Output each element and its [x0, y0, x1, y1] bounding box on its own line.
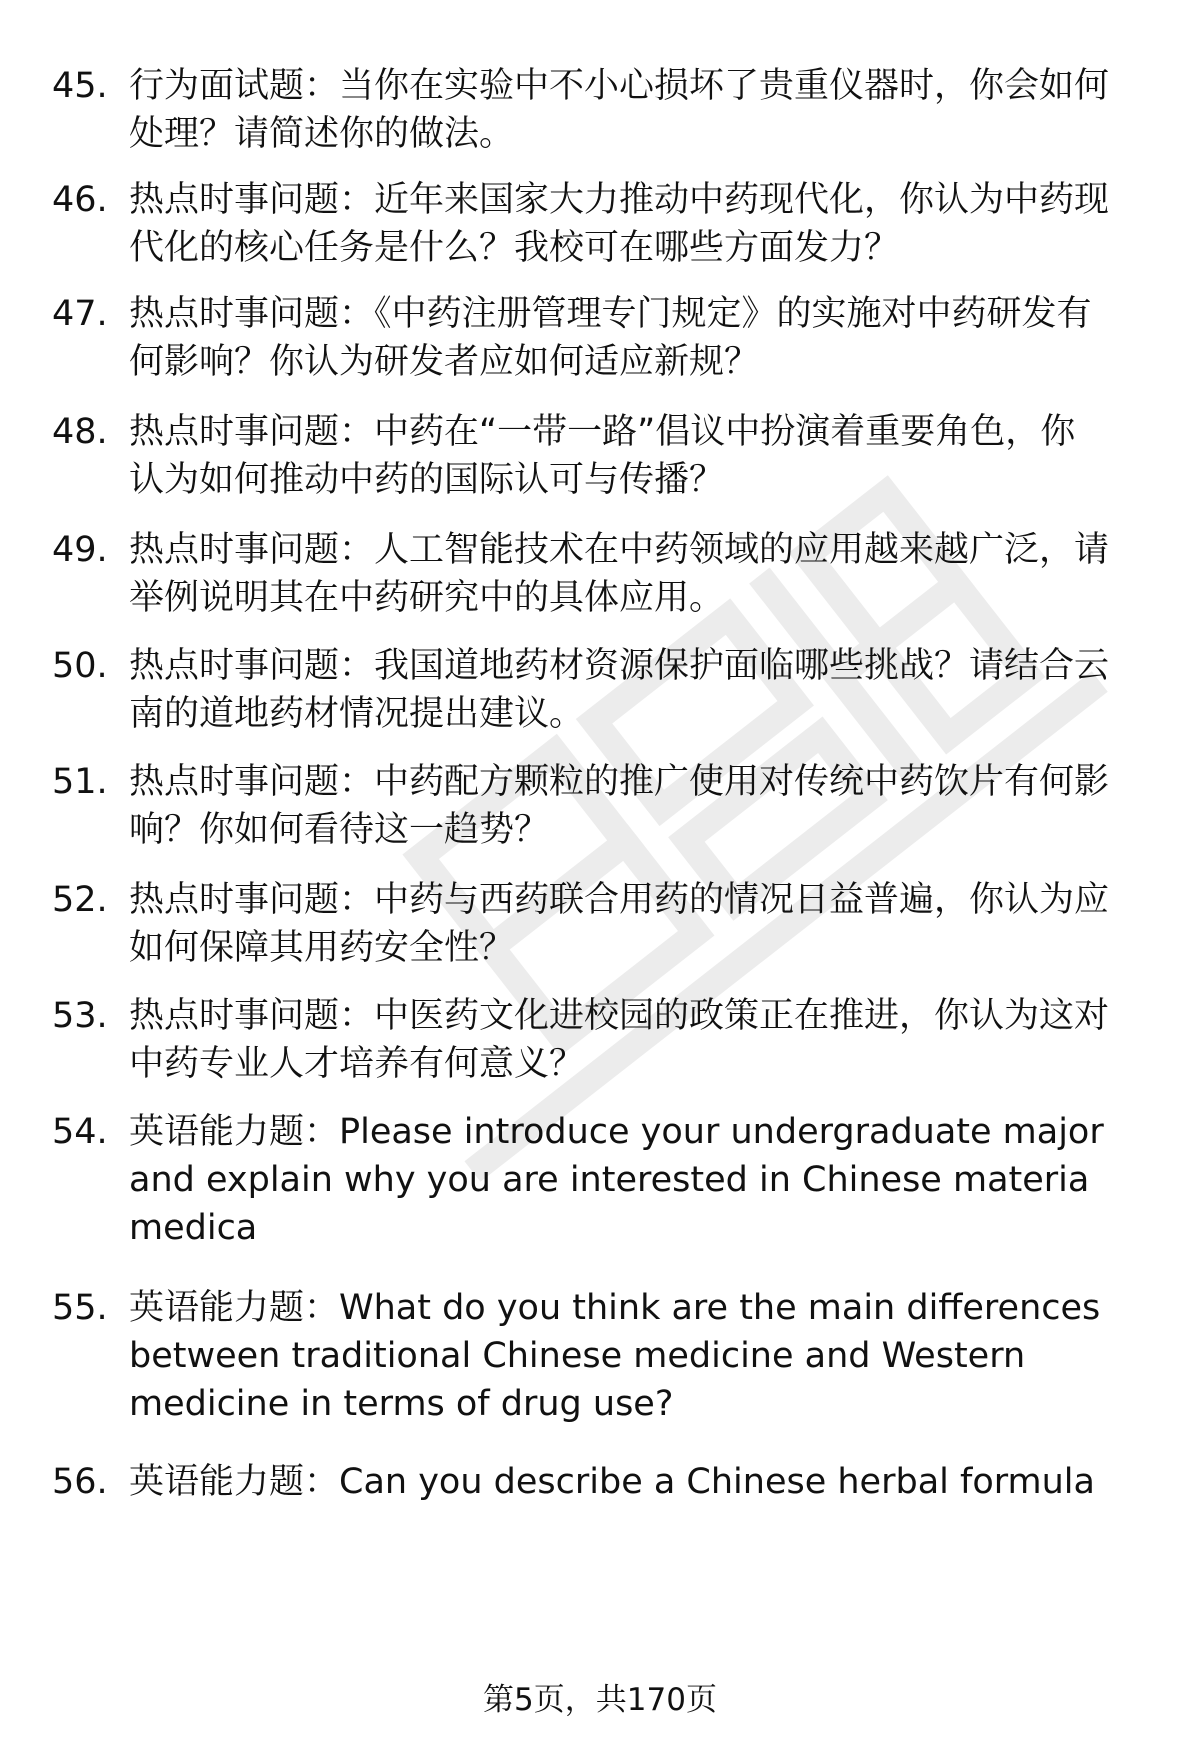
question-number: 49.	[52, 530, 108, 570]
question-line: 何影响？你认为研发者应如何适应新规？	[129, 342, 760, 382]
question-number: 48.	[52, 412, 108, 452]
question-line: 行为面试题：当你在实验中不小心损坏了贵重仪器时，你会如何	[129, 66, 1110, 106]
question-number: 45.	[52, 66, 108, 106]
question-line: 热点时事问题：中药在“一带一路”倡议中扮演着重要角色，你	[129, 412, 1076, 452]
question-number: 52.	[52, 880, 108, 920]
question-line: 英语能力题：What do you think are the main differences	[129, 1288, 1101, 1328]
page-number-footer: 第5页，共170页	[483, 1682, 717, 1718]
question-line: 举例说明其在中药研究中的具体应用。	[129, 578, 725, 618]
question-line: medicine in terms of drug use?	[129, 1384, 674, 1424]
question-text	[129, 758, 1151, 854]
question-number: 51.	[52, 762, 108, 802]
question-text	[129, 1108, 1151, 1252]
question-line: 热点时事问题：人工智能技术在中药领域的应用越来越广泛，请	[129, 530, 1110, 570]
question-text	[129, 176, 1151, 272]
question-number: 46.	[52, 180, 108, 220]
question-line: 热点时事问题：中药配方颗粒的推广使用对传统中药饮片有何影	[129, 762, 1110, 802]
question-text	[129, 62, 1151, 158]
question-line: 热点时事问题：近年来国家大力推动中药现代化，你认为中药现	[129, 180, 1110, 220]
question-line: between traditional Chinese medicine and Western	[129, 1336, 1026, 1376]
question-line: 热点时事问题：《中药注册管理专门规定》的实施对中药研发有	[129, 294, 1092, 334]
question-line: medica	[129, 1208, 258, 1248]
question-line: 如何保障其用药安全性？	[129, 928, 515, 968]
question-line: 认为如何推动中药的国际认可与传播？	[129, 460, 725, 500]
question-line: 响？你如何看待这一趋势？	[129, 810, 550, 850]
question-text	[129, 526, 1151, 622]
question-line: 南的道地药材情况提出建议。	[129, 694, 585, 734]
question-text	[129, 1458, 1151, 1506]
question-text	[129, 992, 1151, 1088]
question-number: 53.	[52, 996, 108, 1036]
question-text	[129, 876, 1151, 972]
question-text	[129, 642, 1151, 738]
question-line: 处理？请简述你的做法。	[129, 114, 515, 154]
question-text	[129, 408, 1151, 504]
question-line: 热点时事问题：我国道地药材资源保护面临哪些挑战？请结合云	[129, 646, 1110, 686]
question-text	[129, 1284, 1151, 1428]
question-number: 56.	[52, 1462, 108, 1502]
question-number: 47.	[52, 294, 108, 334]
question-line: 中药专业人才培养有何意义？	[129, 1044, 585, 1084]
question-number: 55.	[52, 1288, 108, 1328]
question-line: and explain why you are interested in Chinese materia	[129, 1160, 1090, 1200]
question-text	[129, 290, 1151, 386]
question-line: 热点时事问题：中药与西药联合用药的情况日益普遍，你认为应	[129, 880, 1110, 920]
question-line: 英语能力题：Can you describe a Chinese herbal formula	[129, 1462, 1095, 1502]
question-line: 代化的核心任务是什么？我校可在哪些方面发力？	[129, 228, 900, 268]
question-line: 英语能力题：Please introduce your undergraduate major	[129, 1112, 1104, 1152]
question-number: 50.	[52, 646, 108, 686]
question-line: 热点时事问题：中医药文化进校园的政策正在推进，你认为这对	[129, 996, 1110, 1036]
question-number: 54.	[52, 1112, 108, 1152]
